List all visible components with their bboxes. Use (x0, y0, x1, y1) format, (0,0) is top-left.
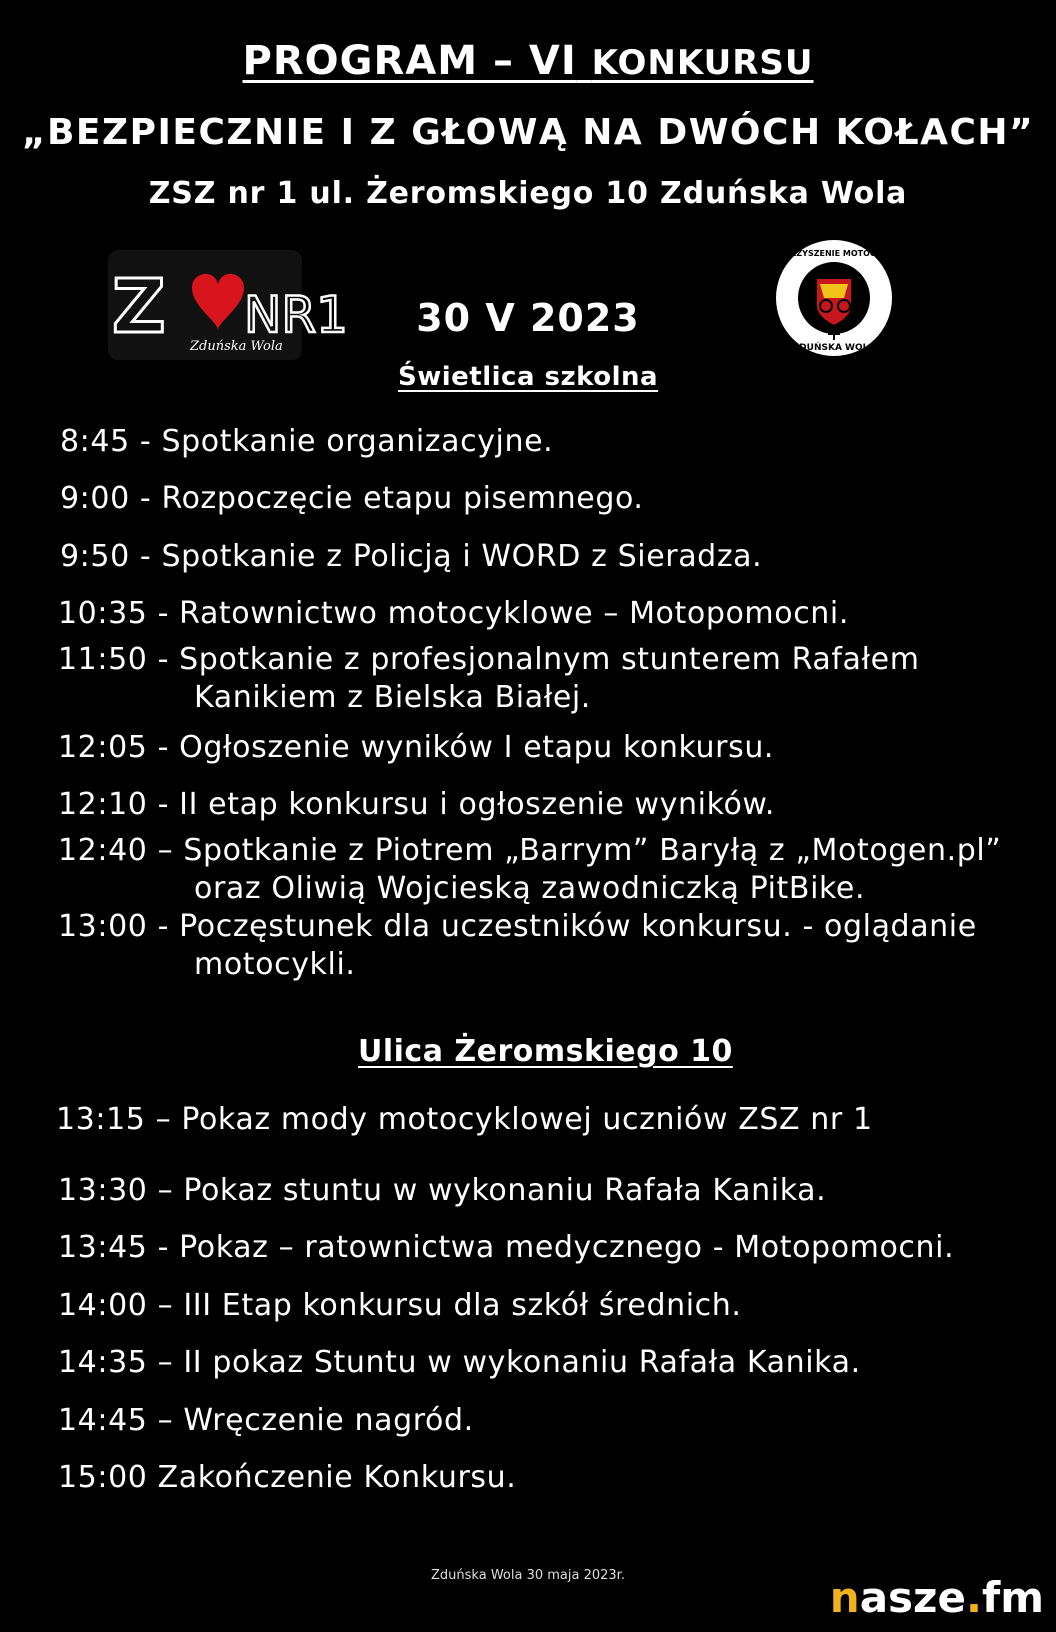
section-title-ulica: Ulica Żeromskiego 10 (358, 1034, 733, 1069)
schedule-line: 8:45 - Spotkanie organizacyjne. (60, 424, 554, 459)
schedule-item (58, 908, 977, 984)
schedule-item (56, 1101, 873, 1139)
schedule-line: 13:00 - Poczęstunek dla uczestników konkursu. - oglądanie (58, 909, 977, 944)
schedule-item (58, 1287, 742, 1325)
schedule-line: 9:00 - Rozpoczęcie etapu pisemnego. (60, 481, 644, 516)
brand-letter: n (829, 1573, 860, 1622)
schedule-item (58, 729, 774, 767)
title-small: KONKURSU (591, 43, 814, 83)
schedule-line: 10:35 - Ratownictwo motocyklowe – Motopomocni. (58, 596, 849, 631)
section-title-swietlica: Świetlica szkolna (398, 362, 659, 392)
schedule-line-continued: oraz Oliwią Wojcieską zawodniczką PitBike. (194, 871, 866, 906)
title-main: PROGRAM – VI (242, 38, 577, 84)
schedule-item (58, 641, 920, 717)
schedule-line: 15:00 Zakończenie Konkursu. (58, 1460, 517, 1495)
footer-date-note: Zduńska Wola 30 maja 2023r. (431, 1568, 625, 1583)
logo-subtitle: Zduńska Wola (190, 339, 283, 354)
schedule-line: 9:50 - Spotkanie z Policją i WORD z Sieradza. (60, 539, 763, 574)
schedule-line: 12:10 - II etap konkursu i ogłoszenie wyników. (58, 787, 775, 822)
page-title (0, 38, 1056, 84)
schedule-item (58, 786, 775, 824)
brand-dot: . (965, 1573, 982, 1622)
schedule-line: 12:40 – Spotkanie z Piotrem „Barrym” Baryłą z „Motogen.pl” (58, 833, 1002, 868)
schedule-line: 14:00 – III Etap konkursu dla szkół średnich. (58, 1288, 742, 1323)
logo-letters: Z (112, 264, 166, 350)
schedule-line: 13:30 – Pokaz stuntu w wykonaniu Rafała Kanika. (58, 1173, 827, 1208)
schedule-line-continued: Kanikiem z Bielska Białej. (194, 680, 591, 715)
event-date: 30 V 2023 (416, 296, 640, 340)
schedule-line: 13:45 - Pokaz – ratownictwa medycznego - Motopomocni. (58, 1230, 955, 1265)
nasze-fm-logo (830, 1573, 1044, 1622)
emblem-top-text: STOWARZYSZENIE MOTOCYKLIŚCI (757, 249, 911, 258)
schedule-item (60, 423, 553, 461)
schedule-item (58, 1402, 474, 1440)
schedule-line-continued: motocykli. (194, 947, 356, 982)
schedule-line: 14:45 – Wręczenie nagród. (58, 1403, 474, 1438)
schedule-item (58, 1229, 954, 1267)
schedule-item (58, 1459, 516, 1497)
logo-nr1: NR1 (244, 286, 348, 344)
schedule-line: 13:15 – Pokaz mody motocyklowej uczniów ZSZ nr 1 (56, 1102, 873, 1137)
schedule-line: 11:50 - Spotkanie z profesjonalnym stunterem Rafałem (58, 642, 920, 677)
schedule-line: 14:35 – II pokaz Stuntu w wykonaniu Rafała Kanika. (58, 1345, 861, 1380)
schedule-item (58, 595, 849, 633)
emblem-bottom-text: ZDUŃSKA WOLA (792, 343, 876, 353)
schedule-item (60, 538, 762, 576)
schedule-item (58, 1344, 861, 1382)
schedule-item (60, 480, 644, 518)
schedule-item (58, 832, 1001, 908)
brand-suffix: fm (981, 1573, 1044, 1622)
contest-name: „BEZPIECZNIE I Z GŁOWĄ NA DWÓCH KOŁACH” (21, 112, 1035, 153)
location: ZSZ nr 1 ul. Żeromskiego 10 Zduńska Wola (148, 176, 908, 211)
schedule-line: 12:05 - Ogłoszenie wyników I etapu konkursu. (58, 730, 775, 765)
brand-text: asze (859, 1573, 966, 1622)
schedule-item (58, 1172, 826, 1210)
